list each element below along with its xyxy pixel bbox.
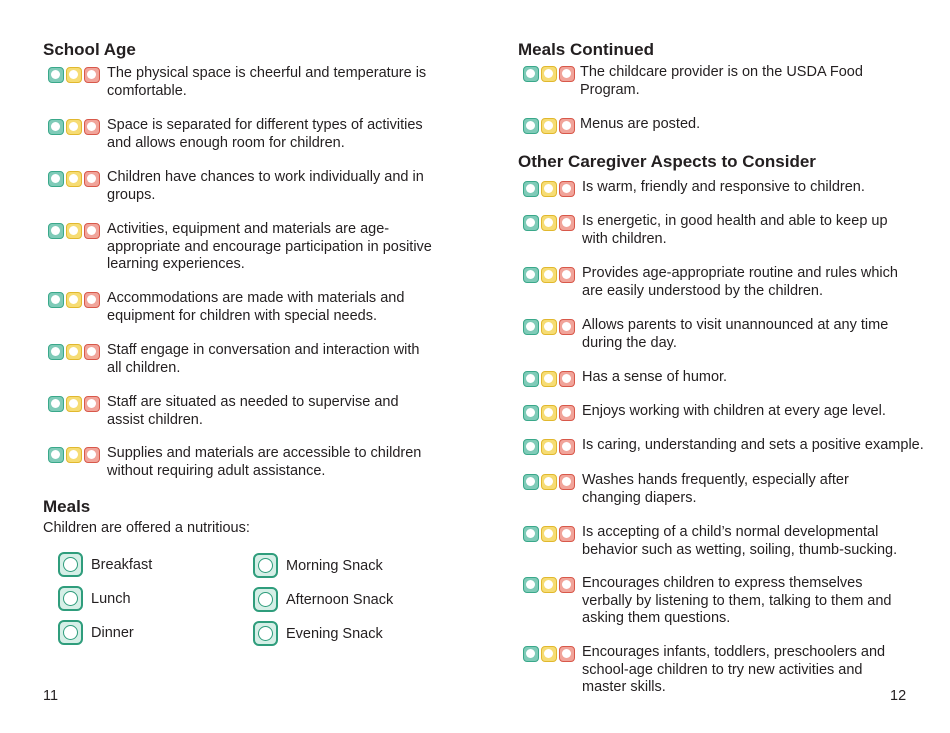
meal-label: Dinner — [91, 624, 134, 641]
checklist-item — [48, 394, 438, 429]
meal-option-afternoon-snack[interactable] — [253, 587, 393, 612]
checklist-item — [523, 644, 903, 697]
green-circle-icon[interactable] — [48, 223, 64, 239]
green-circle-icon[interactable] — [523, 439, 539, 455]
yellow-circle-icon[interactable] — [541, 646, 557, 662]
traffic-light-rating[interactable] — [523, 66, 577, 82]
checklist-item-text: Supplies and materials are accessible to children without requiring adult assistance. — [107, 445, 422, 479]
traffic-light-rating[interactable] — [48, 223, 102, 239]
checklist-item-text: The physical space is cheerful and temperature is comfortable. — [107, 65, 427, 99]
red-circle-icon[interactable] — [559, 646, 575, 662]
red-circle-icon[interactable] — [84, 223, 100, 239]
checklist-item-text: Staff are situated as needed to supervise and assist children. — [107, 394, 399, 428]
red-circle-icon[interactable] — [84, 396, 100, 412]
green-circle-icon[interactable] — [523, 319, 539, 335]
checklist-item-text: Space is separated for different types of activities and allows enough room for children. — [107, 117, 423, 151]
checklist-item — [523, 472, 903, 507]
checklist-item-text: The childcare provider is on the USDA Food Program. — [580, 64, 863, 98]
yellow-circle-icon[interactable] — [66, 344, 82, 360]
meal-option-dinner[interactable] — [58, 620, 134, 645]
yellow-circle-icon[interactable] — [66, 447, 82, 463]
checklist-item — [523, 317, 903, 352]
meal-option-morning-snack[interactable] — [253, 553, 383, 578]
checklist-item — [523, 369, 903, 387]
green-circle-icon[interactable] — [523, 181, 539, 197]
yellow-circle-icon[interactable] — [66, 223, 82, 239]
traffic-light-rating[interactable] — [523, 181, 577, 197]
page-number: 12 — [890, 688, 907, 704]
yellow-circle-icon[interactable] — [66, 396, 82, 412]
checklist-item-text: Menus are posted. — [580, 116, 701, 132]
meal-label: Morning Snack — [286, 557, 383, 574]
checkbox-icon[interactable] — [58, 552, 83, 577]
checkbox-icon[interactable] — [253, 621, 278, 646]
meal-label: Breakfast — [91, 556, 153, 573]
yellow-circle-icon[interactable] — [541, 319, 557, 335]
checklist-item-text: Is caring, understanding and sets a positive example. — [582, 437, 924, 453]
yellow-circle-icon[interactable] — [66, 67, 82, 83]
green-circle-icon[interactable] — [48, 67, 64, 83]
traffic-light-rating[interactable] — [523, 371, 577, 387]
red-circle-icon[interactable] — [559, 474, 575, 490]
checklist-item-text: Staff engage in conversation and interaction with all children. — [107, 342, 420, 376]
red-circle-icon[interactable] — [559, 439, 575, 455]
red-circle-icon[interactable] — [559, 526, 575, 542]
red-circle-icon[interactable] — [559, 267, 575, 283]
yellow-circle-icon[interactable] — [541, 181, 557, 197]
yellow-circle-icon[interactable] — [541, 215, 557, 231]
green-circle-icon[interactable] — [48, 396, 64, 412]
checklist-item-text: Encourages infants, toddlers, preschoolers and school-age children to try new activities and master skills. — [582, 644, 886, 695]
yellow-circle-icon[interactable] — [541, 371, 557, 387]
traffic-light-rating[interactable] — [48, 396, 102, 412]
traffic-light-rating[interactable] — [523, 474, 577, 490]
checklist-item — [523, 575, 903, 628]
green-circle-icon[interactable] — [523, 474, 539, 490]
meal-option-lunch[interactable] — [58, 586, 131, 611]
yellow-circle-icon[interactable] — [541, 118, 557, 134]
meals-intro: Children are offered a nutritious: — [43, 520, 250, 536]
red-circle-icon[interactable] — [84, 292, 100, 308]
yellow-circle-icon[interactable] — [541, 267, 557, 283]
green-circle-icon[interactable] — [523, 405, 539, 421]
checklist-item-text: Provides age-appropriate routine and rules which are easily understood by the children. — [582, 265, 898, 299]
green-circle-icon[interactable] — [523, 526, 539, 542]
yellow-circle-icon[interactable] — [66, 292, 82, 308]
checklist-item — [523, 179, 923, 197]
yellow-circle-icon[interactable] — [541, 526, 557, 542]
yellow-circle-icon[interactable] — [541, 405, 557, 421]
meal-option-breakfast[interactable] — [58, 552, 152, 577]
checklist-item — [523, 213, 903, 248]
meal-option-evening-snack[interactable] — [253, 621, 383, 646]
red-circle-icon[interactable] — [559, 405, 575, 421]
checklist-item — [48, 342, 438, 377]
green-circle-icon[interactable] — [523, 118, 539, 134]
traffic-light-rating[interactable] — [523, 526, 577, 542]
checklist-item-text: Is accepting of a child’s normal developmental behavior such as wetting, soiling, thumb-sucking. — [582, 524, 898, 558]
yellow-circle-icon[interactable] — [66, 119, 82, 135]
meal-label: Lunch — [91, 590, 131, 607]
checklist-item — [48, 117, 438, 152]
checklist-item-text: Activities, equipment and materials are age-appropriate and encourage participation in positive learning experiences. — [107, 221, 432, 272]
traffic-light-rating[interactable] — [48, 67, 102, 83]
green-circle-icon[interactable] — [523, 371, 539, 387]
caregiver-heading: Other Caregiver Aspects to Consider — [518, 152, 816, 171]
yellow-circle-icon[interactable] — [66, 171, 82, 187]
green-circle-icon[interactable] — [523, 215, 539, 231]
traffic-light-rating[interactable] — [523, 577, 577, 593]
red-circle-icon[interactable] — [84, 119, 100, 135]
checklist-item-text: Is energetic, in good health and able to keep up with children. — [582, 213, 888, 247]
checkbox-icon[interactable] — [253, 553, 278, 578]
school-age-heading: School Age — [43, 40, 136, 59]
checklist-item-text: Is warm, friendly and responsive to children. — [582, 179, 865, 195]
checklist-item-text: Has a sense of humor. — [582, 369, 728, 385]
traffic-light-rating[interactable] — [48, 344, 102, 360]
green-circle-icon[interactable] — [48, 447, 64, 463]
checklist-item — [48, 65, 438, 100]
green-circle-icon[interactable] — [48, 119, 64, 135]
meal-label: Evening Snack — [286, 625, 383, 642]
traffic-light-rating[interactable] — [523, 405, 577, 421]
red-circle-icon[interactable] — [559, 319, 575, 335]
traffic-light-rating[interactable] — [523, 439, 577, 455]
red-circle-icon[interactable] — [84, 344, 100, 360]
green-circle-icon[interactable] — [48, 292, 64, 308]
traffic-light-rating[interactable] — [48, 292, 102, 308]
traffic-light-rating[interactable] — [523, 646, 577, 662]
traffic-light-rating[interactable] — [48, 119, 102, 135]
traffic-light-rating[interactable] — [523, 319, 577, 335]
checklist-item — [48, 290, 438, 325]
checklist-item — [523, 64, 903, 99]
green-circle-icon[interactable] — [48, 344, 64, 360]
checkbox-icon[interactable] — [58, 620, 83, 645]
green-circle-icon[interactable] — [523, 577, 539, 593]
checklist-item — [523, 265, 903, 300]
red-circle-icon[interactable] — [559, 371, 575, 387]
meal-label: Afternoon Snack — [286, 591, 394, 608]
traffic-light-rating[interactable] — [523, 118, 577, 134]
checklist-item — [523, 403, 923, 421]
meals-heading: Meals — [43, 497, 91, 516]
traffic-light-rating[interactable] — [523, 215, 577, 231]
checklist-item — [48, 445, 438, 480]
checkbox-icon[interactable] — [58, 586, 83, 611]
page-number: 11 — [43, 688, 59, 704]
green-circle-icon[interactable] — [48, 171, 64, 187]
yellow-circle-icon[interactable] — [541, 577, 557, 593]
checklist-item — [523, 116, 903, 134]
checklist-item-text: Washes hands frequently, especially after changing diapers. — [582, 472, 849, 506]
traffic-light-rating[interactable] — [523, 267, 577, 283]
green-circle-icon[interactable] — [523, 646, 539, 662]
green-circle-icon[interactable] — [523, 267, 539, 283]
checklist-item-text: Enjoys working with children at every age level. — [582, 403, 886, 419]
checklist-item-text: Encourages children to express themselves verbally by listening to them, talking to them and asking them questions. — [582, 575, 892, 626]
checklist-item — [48, 221, 438, 274]
checklist-item — [48, 169, 438, 204]
red-circle-icon[interactable] — [559, 118, 575, 134]
red-circle-icon[interactable] — [84, 171, 100, 187]
right-page — [475, 0, 950, 733]
red-circle-icon[interactable] — [559, 66, 575, 82]
yellow-circle-icon[interactable] — [541, 439, 557, 455]
traffic-light-rating[interactable] — [48, 447, 102, 463]
meals-continued-heading: Meals Continued — [518, 40, 655, 59]
traffic-light-rating[interactable] — [48, 171, 102, 187]
checklist-item-text: Accommodations are made with materials and equipment for children with special needs. — [107, 290, 405, 324]
yellow-circle-icon[interactable] — [541, 66, 557, 82]
red-circle-icon[interactable] — [84, 447, 100, 463]
red-circle-icon[interactable] — [559, 577, 575, 593]
red-circle-icon[interactable] — [559, 215, 575, 231]
yellow-circle-icon[interactable] — [541, 474, 557, 490]
checklist-item — [523, 437, 943, 455]
checklist-item — [523, 524, 903, 559]
red-circle-icon[interactable] — [84, 67, 100, 83]
red-circle-icon[interactable] — [559, 181, 575, 197]
checklist-item-text: Allows parents to visit unannounced at any time during the day. — [582, 317, 889, 351]
checkbox-icon[interactable] — [253, 587, 278, 612]
checklist-item-text: Children have chances to work individually and in groups. — [107, 169, 424, 203]
green-circle-icon[interactable] — [523, 66, 539, 82]
